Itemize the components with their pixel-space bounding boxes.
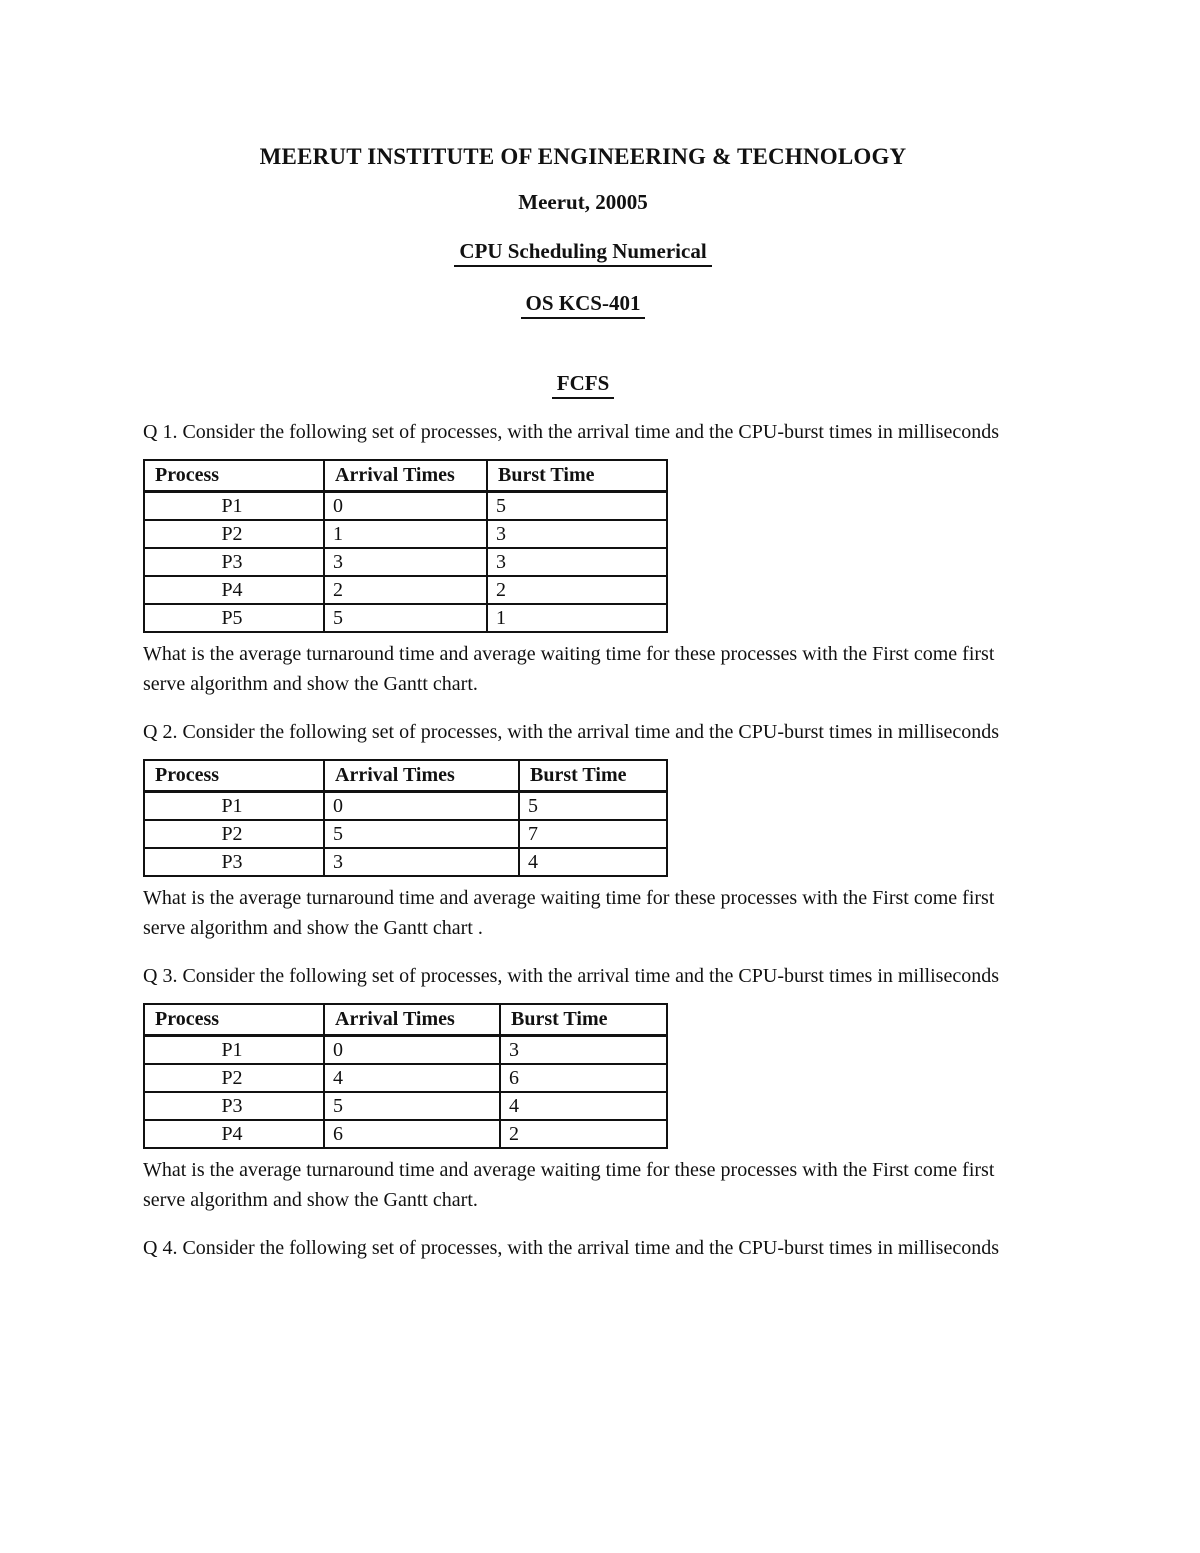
table-cell: 3	[324, 848, 519, 876]
table-cell: 3	[487, 520, 667, 548]
question-1-intro: Q 1. Consider the following set of processes, with the arrival time and the CPU-burst times in milliseconds	[143, 421, 999, 443]
table-cell: P1	[144, 792, 324, 821]
section-heading: FCFS	[552, 371, 615, 399]
table-row	[144, 1036, 667, 1065]
course-code: OS KCS-401	[521, 291, 646, 319]
column-header-arrival: Arrival Times	[324, 760, 519, 792]
question-4-intro: Q 4. Consider the following set of processes, with the arrival time and the CPU-burst times in milliseconds	[143, 1237, 999, 1259]
table-cell: 4	[500, 1092, 667, 1120]
table-cell: 5	[487, 492, 667, 521]
table-cell: P3	[144, 548, 324, 576]
column-header-burst: Burst Time	[487, 460, 667, 492]
column-header-burst: Burst Time	[500, 1004, 667, 1036]
column-header-arrival: Arrival Times	[324, 460, 487, 492]
table-row	[144, 1120, 667, 1148]
process-table-q1	[143, 459, 668, 633]
doc-title: CPU Scheduling Numerical	[454, 239, 711, 267]
process-table-q3	[143, 1003, 668, 1149]
column-header-burst: Burst Time	[519, 760, 667, 792]
table-row	[144, 576, 667, 604]
question-2-intro: Q 2. Consider the following set of processes, with the arrival time and the CPU-burst times in milliseconds	[143, 721, 999, 743]
question-3-followup: What is the average turnaround time and average waiting time for these processes with the First come first serve algorithm and show the Gantt chart.	[143, 1159, 995, 1211]
table-cell: P2	[144, 520, 324, 548]
table-cell: P3	[144, 1092, 324, 1120]
table-cell: 1	[324, 520, 487, 548]
table-cell: 2	[500, 1120, 667, 1148]
table-cell: P4	[144, 576, 324, 604]
institute-title: MEERUT INSTITUTE OF ENGINEERING & TECHNOLOGY	[259, 144, 907, 169]
table-cell: 0	[324, 1036, 500, 1065]
table-cell: 4	[324, 1064, 500, 1092]
question-2-followup: What is the average turnaround time and average waiting time for these processes with the First come first serve algorithm and show the Gantt chart .	[143, 887, 995, 939]
column-header-process: Process	[144, 760, 324, 792]
institute-location: Meerut, 20005	[518, 190, 648, 214]
table-row	[144, 848, 667, 876]
table-row	[144, 820, 667, 848]
table-cell: 5	[324, 820, 519, 848]
course-code-line	[143, 291, 1023, 319]
question-1-followup: What is the average turnaround time and average waiting time for these processes with the First come first serve algorithm and show the Gantt chart.	[143, 643, 995, 695]
column-header-arrival: Arrival Times	[324, 1004, 500, 1036]
table-cell: 5	[519, 792, 667, 821]
table-cell: 6	[500, 1064, 667, 1092]
table-header-row	[144, 1004, 667, 1036]
table-row	[144, 1092, 667, 1120]
table-cell: 2	[487, 576, 667, 604]
table-cell: 3	[487, 548, 667, 576]
table-cell: P3	[144, 848, 324, 876]
table-cell: 3	[324, 548, 487, 576]
table-row	[144, 604, 667, 632]
table-cell: P1	[144, 1036, 324, 1065]
table-cell: 5	[324, 604, 487, 632]
section-heading-line	[143, 371, 1023, 399]
column-header-process: Process	[144, 460, 324, 492]
table-cell: P5	[144, 604, 324, 632]
table-cell: 4	[519, 848, 667, 876]
table-cell: 7	[519, 820, 667, 848]
table-row	[144, 792, 667, 821]
table-row	[144, 548, 667, 576]
question-3-intro: Q 3. Consider the following set of processes, with the arrival time and the CPU-burst times in milliseconds	[143, 965, 999, 987]
table-header-row	[144, 760, 667, 792]
table-row	[144, 1064, 667, 1092]
document-content	[143, 143, 1023, 1263]
table-cell: 1	[487, 604, 667, 632]
table-row	[144, 520, 667, 548]
table-cell: 2	[324, 576, 487, 604]
table-cell: 0	[324, 792, 519, 821]
table-row	[144, 492, 667, 521]
process-table-q2	[143, 759, 668, 877]
table-cell: P2	[144, 1064, 324, 1092]
table-cell: P2	[144, 820, 324, 848]
column-header-process: Process	[144, 1004, 324, 1036]
table-header-row	[144, 460, 667, 492]
doc-title-line	[143, 239, 1023, 267]
table-cell: 3	[500, 1036, 667, 1065]
table-cell: P4	[144, 1120, 324, 1148]
table-cell: 6	[324, 1120, 500, 1148]
table-cell: 0	[324, 492, 487, 521]
table-cell: P1	[144, 492, 324, 521]
table-cell: 5	[324, 1092, 500, 1120]
